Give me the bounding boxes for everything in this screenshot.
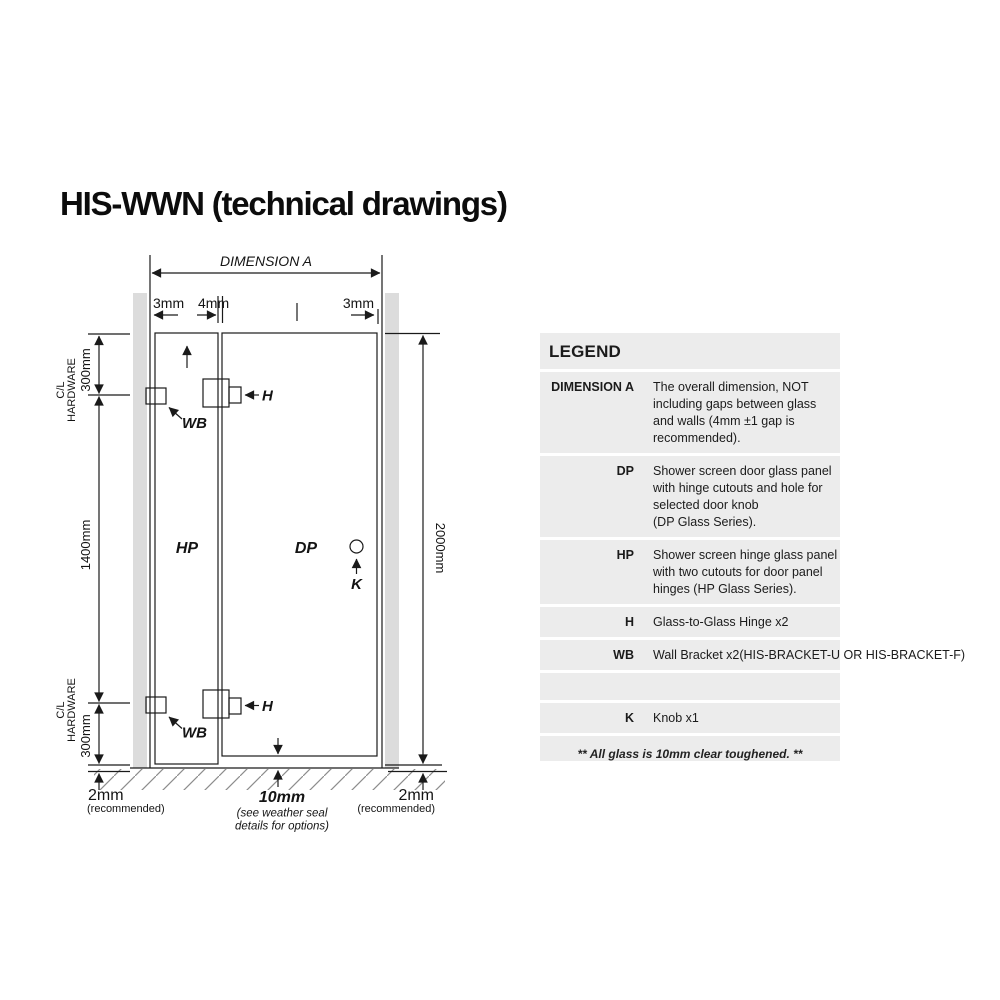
floor-gap-left-label: 2mm — [88, 787, 124, 804]
wall-bracket-bottom-label: WB — [182, 724, 207, 742]
cl-hardware-top-line1: C/L — [55, 381, 67, 399]
dp-panel-label: DP — [294, 540, 318, 557]
legend-description: Glass-to-Glass Hinge x2 — [653, 615, 789, 629]
annotations — [169, 346, 363, 742]
gap-right-label: 3mm — [342, 295, 374, 311]
legend-description: Shower screen door glass panel with hinge cutouts and hole for selected door knob (DP Glass Series). — [653, 464, 832, 529]
walls — [133, 255, 399, 768]
hinge-top-label: H — [262, 387, 273, 405]
floor-hatch — [94, 769, 445, 790]
legend-description: The overall dimension, NOT including gaps between glass and walls (4mm ±1 gap is recommended). — [653, 380, 817, 445]
legend-row-dimension-a — [540, 372, 840, 456]
legend-row-empty — [540, 673, 840, 703]
legend-key: DIMENSION A — [551, 380, 634, 394]
floor-gap-left-note: (recommended) — [87, 803, 165, 815]
wall-strip-left — [133, 293, 147, 768]
legend-description: Knob x1 — [653, 711, 699, 725]
legend-key: DP — [616, 464, 634, 478]
wall-bracket-top — [146, 388, 166, 404]
legend-row-hp — [540, 540, 840, 607]
page-title: HIS-WWN (technical drawings) — [60, 185, 507, 222]
hp-panel-label: HP — [175, 540, 199, 557]
legend-row-h — [540, 607, 840, 640]
legend-row-dp — [540, 456, 840, 540]
cl-hardware-top-line2: HARDWARE — [66, 358, 78, 422]
wall-bracket-bottom-leader — [169, 717, 182, 729]
legend-description: Shower screen hinge glass panel with two cutouts for door panel hinges (HP Glass Series). — [653, 548, 838, 596]
hinge-bottom-label: H — [262, 698, 273, 715]
gap-left-label: 3mm — [153, 295, 185, 311]
legend-row-k — [540, 703, 840, 736]
dim-1400-label: 1400mm — [78, 519, 93, 571]
dimension-a-label: DIMENSION A — [219, 253, 313, 269]
dimension-a — [152, 253, 380, 273]
wall-bracket-top-leader — [169, 408, 182, 420]
legend-table — [540, 333, 966, 761]
door-gap-note-1: (see weather seal — [236, 807, 328, 820]
door-gap-label: 10mm — [258, 789, 306, 806]
technical-drawing — [30, 230, 500, 850]
legend-footnote: ** All glass is 10mm clear toughened. ** — [577, 747, 803, 761]
cl-hardware-bottom-line2: HARDWARE — [66, 678, 78, 742]
cl-hardware-bottom-line1: C/L — [55, 701, 67, 719]
door-gap-note-2: details for options) — [235, 820, 329, 833]
dim-2000-label: 2000mm — [433, 522, 448, 574]
left-dimension-chain — [55, 334, 130, 790]
legend-key: K — [624, 711, 634, 725]
legend-key: HP — [616, 548, 634, 562]
wall-bracket-bottom — [146, 697, 166, 713]
wall-bracket-top-label: WB — [182, 415, 207, 432]
dim-300-top-label: 300mm — [78, 348, 93, 392]
legend-row-wb — [540, 640, 966, 673]
knob-label: K — [351, 576, 362, 593]
legend-key: H — [624, 615, 634, 629]
floor-gap-right-label: 2mm — [398, 787, 434, 804]
wall-strip-right — [385, 293, 399, 768]
gap-mid-label: 4mm — [198, 295, 230, 311]
legend-header: LEGEND — [540, 333, 840, 372]
floor-gap-right-note: (recommended) — [357, 803, 435, 815]
dim-300-bottom-label: 300mm — [78, 714, 93, 758]
legend-key: WB — [613, 648, 634, 662]
knob-hole — [350, 540, 363, 553]
legend-description: Wall Bracket x2(HIS-BRACKET-U OR HIS-BRACKET-F) — [653, 648, 966, 662]
gap-dimensions — [153, 295, 378, 324]
